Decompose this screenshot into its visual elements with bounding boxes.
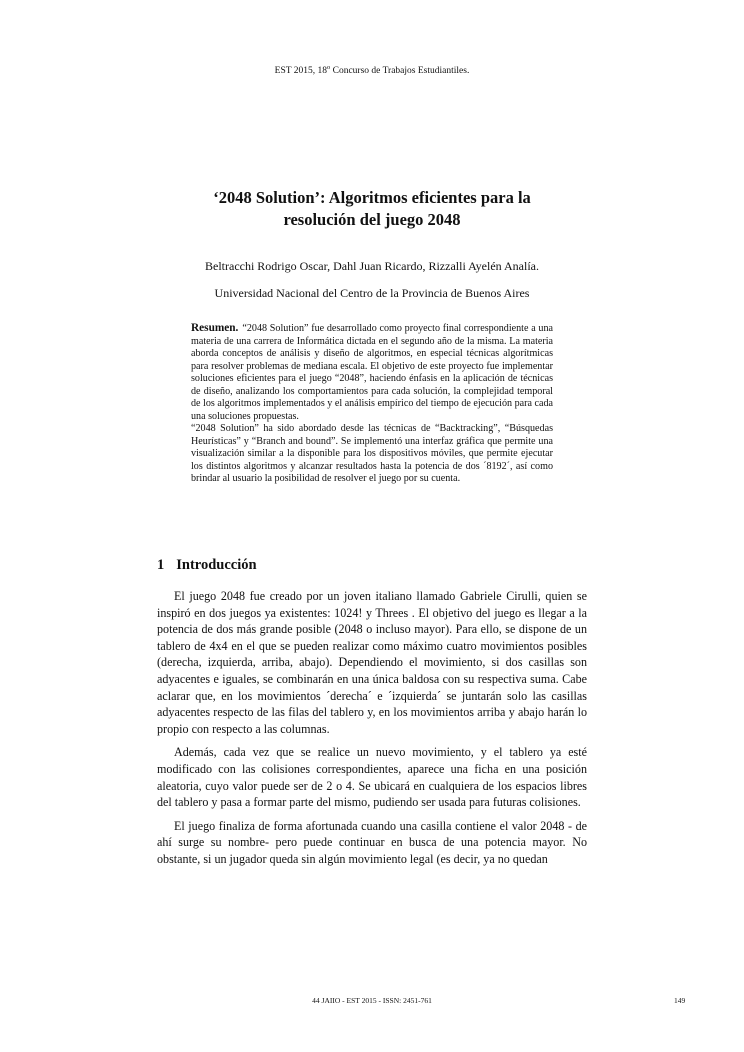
header-text-suffix: Concurso de Trabajos Estudiantiles. (330, 66, 470, 77)
body-paragraph-2: Además, cada vez que se realice un nuevo movimiento, y el tablero ya esté modificado con las colisiones correspondientes, aparece una ficha en una posición aleatoria, cuyo valor puede ser de 2 o 4. Se ubicará en cualquiera de los espacios libres del tablero y pasa a formar parte del mismo, pudiendo ser usada para futuras colisiones. (157, 745, 587, 810)
abstract (191, 322, 553, 486)
affiliation: Universidad Nacional del Centro de la Provincia de Buenos Aires (214, 286, 530, 300)
body-text (157, 588, 587, 875)
running-header (0, 64, 744, 76)
page-number: 149 (674, 996, 686, 1005)
header-superscript: o (327, 64, 331, 71)
abstract-paragraph-1 (191, 322, 553, 423)
title-line-2: resolución del juego 2048 (283, 210, 461, 229)
abstract-label: Resumen. (191, 322, 239, 334)
abstract-text-1: “2048 Solution” fue desarrollado como proyecto final correspondiente a una materia de una carrera de Informática dictada en el segundo año de la misma. La materia aborda conceptos de análisis y diseño de algoritmos, en especial técnicas algorítmicas para resolver problemas de mediana escala. El objetivo de este proyecto fue implementar soluciones eficientes para el juego “2048”, haciendo énfasis en la aplicación de técnicas de diseño, analizando los comportamientos para cada solución, la complejidad temporal de los algoritmos implementados y el análisis empírico del tiempo de ejecución para cada una soluciones propuestas. (191, 323, 553, 422)
section-number: 1 (157, 557, 165, 573)
section-title: Introducción (176, 557, 257, 573)
author-list: Beltracchi Rodrigo Oscar, Dahl Juan Ricardo, Rizzalli Ayelén Analía. (205, 259, 539, 273)
title-line-1: ‘2048 Solution’: Algoritmos eficientes para la (213, 188, 531, 207)
page-footer: 44 JAIIO - EST 2015 - ISSN: 2451-761 (312, 996, 432, 1005)
section-heading (157, 557, 257, 574)
abstract-paragraph-2: “2048 Solution” ha sido abordado desde las técnicas de “Backtracking”, “Búsquedas Heurísticas” y “Branch and bound”. Se implementó una interfaz gráfica que permite una visualización similar a la disponible para los dispositivos móviles, que permite ejecutar los distintos algoritmos y alcanzar resultados hasta la potencia de dos ´8192´, así como brindar al usuario la posibilidad de resolver el juego por su cuenta. (191, 423, 553, 484)
header-text: EST 2015, 18 (274, 66, 327, 77)
body-paragraph-1: El juego 2048 fue creado por un joven italiano llamado Gabriele Cirulli, quien se inspiró en dos juegos ya existentes: 1024! y Threes . El objetivo del juego es llegar a la potencia de dos más grande posible (2048 o incluso mayor). Para ello, se dispone de un tablero de 4x4 en el que se pueden realizar como máximo cuatro movimientos posibles (derecha, izquierda, arriba, abajo). Dependiendo el movimiento, si dos casillas son adyacentes e iguales, se combinarán en una única baldosa con su respectiva suma. Cabe aclarar que, en los movimientos ´derecha´ e ´izquierda´ se juntarán solo las casillas adyacentes respecto de las filas del tablero y, en los movimientos arriba y abajo harán lo propio con respecto a las columnas. (157, 589, 587, 736)
body-paragraph-3: El juego finaliza de forma afortunada cuando una casilla contiene el valor 2048 - de ahí surge su nombre- pero puede continuar en busca de una potencia mayor. No obstante, si un jugador queda sin algún movimiento legal (es decir, ya no quedan (157, 818, 587, 866)
paper-title (150, 187, 594, 231)
